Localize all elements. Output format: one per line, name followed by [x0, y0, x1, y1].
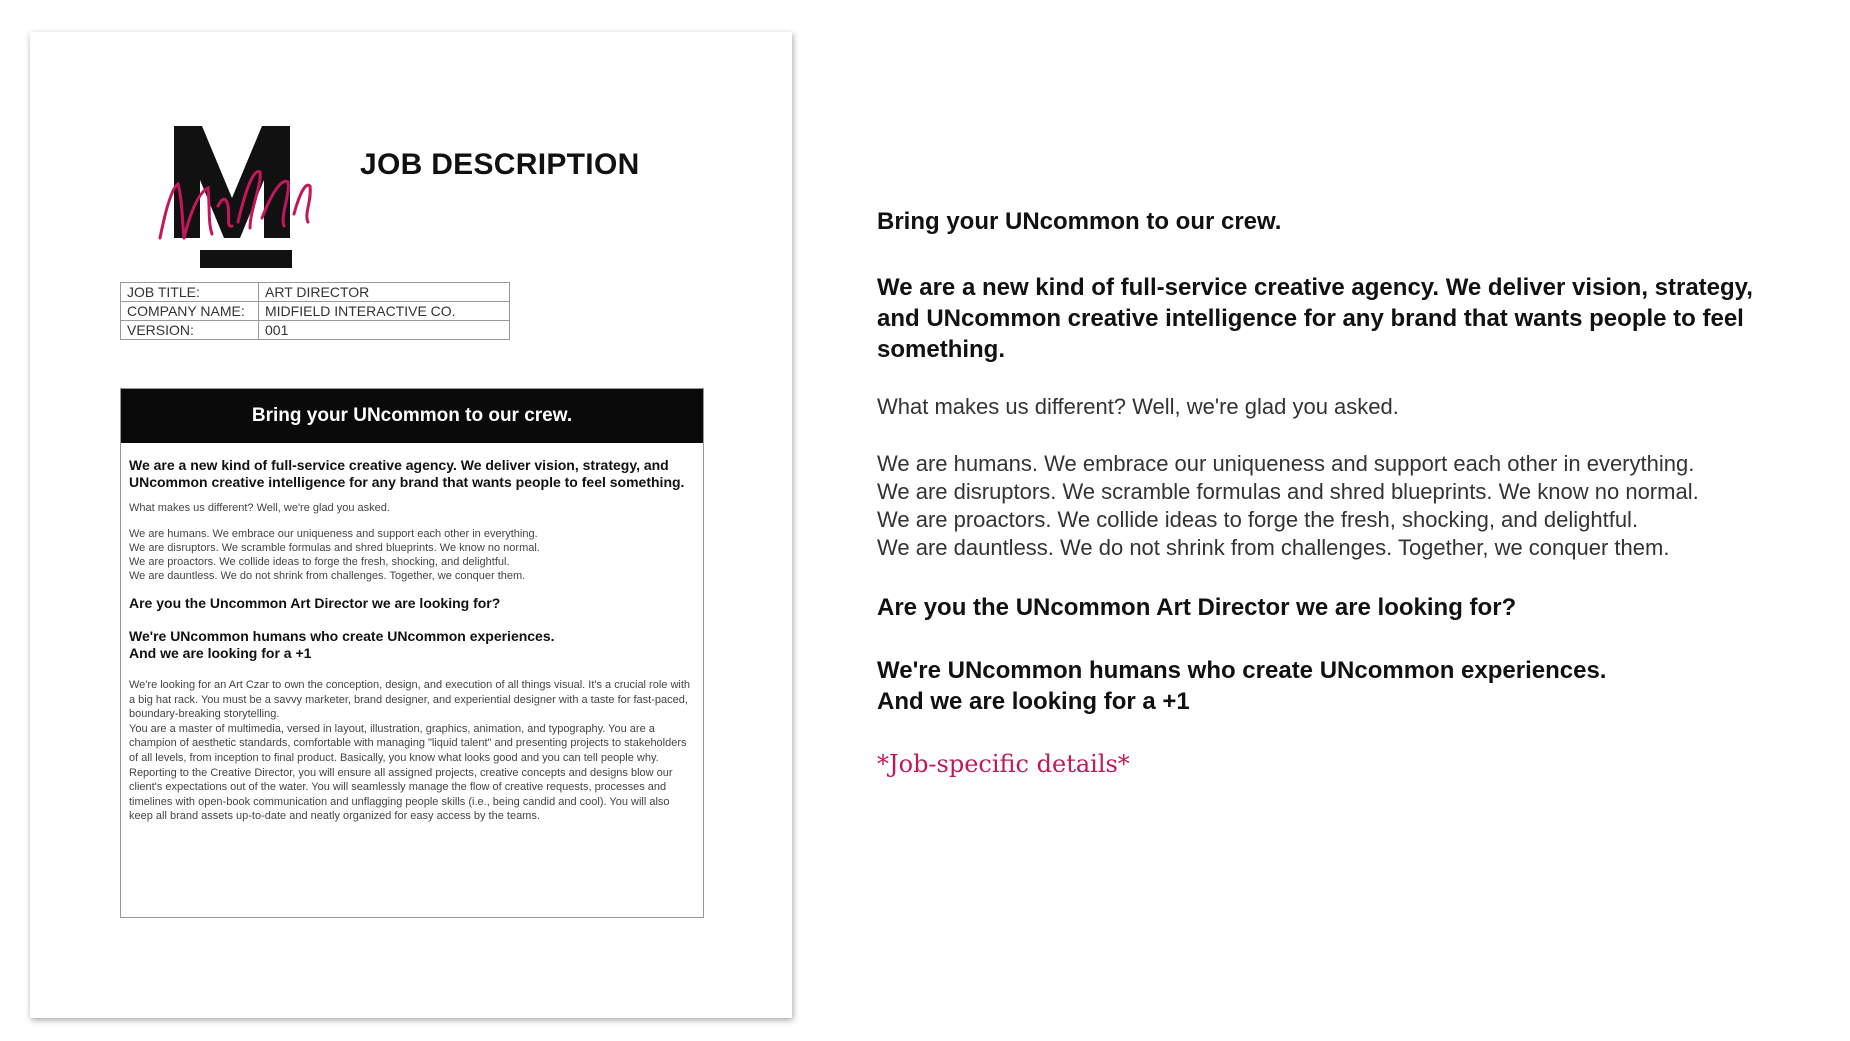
table-row: [121, 302, 510, 321]
list-item: We are proactors. We collide ideas to forge the fresh, shocking, and delightful.: [129, 556, 510, 568]
meta-value: MIDFIELD INTERACTIVE CO.: [259, 302, 510, 321]
right-question: Are you the UNcommon Art Director we are looking for?: [877, 594, 1517, 621]
right-intro: What makes us different? Well, we're glad you asked.: [877, 394, 1399, 419]
list-item: We are proactors. We collide ideas to forge the fresh, shocking, and delightful.: [877, 507, 1639, 532]
box-body: [121, 443, 703, 824]
list-item: We are dauntless. We do not shrink from challenges. Together, we conquer them.: [129, 570, 526, 582]
box-intro: [129, 501, 695, 515]
table-row: [121, 321, 510, 340]
box-paragraphs: [129, 678, 695, 824]
box-lead: We are a new kind of full-service creative agency. We deliver vision, strategy, and UNcommon creative intelligence for any brand that wants people to feel something.: [129, 457, 685, 490]
midfield-logo: [122, 88, 322, 278]
box-humans-line2: And we are looking for a +1: [129, 645, 312, 661]
box-humans-line1: We're UNcommon humans who create UNcommon experiences.: [129, 628, 555, 644]
right-traits: [877, 450, 1699, 562]
box-traits: [129, 527, 695, 583]
description-box: [120, 388, 704, 918]
list-item: We are dauntless. We do not shrink from challenges. Together, we conquer them.: [877, 535, 1670, 560]
right-humans-line1: We're UNcommon humans who create UNcommon experiences.: [877, 657, 1607, 684]
box-header: Bring your UNcommon to our crew.: [121, 389, 703, 443]
right-humans: [877, 655, 1606, 717]
paragraph: You are a master of multimedia, versed in layout, illustration, graphics, animation, and typography. You are a champion of aesthetic standards, comfortable with managing "liquid talent" and presenting projects to stakeholders of all levels, from inception to final product. Basically, you know what looks good and you can tell people why.: [129, 722, 687, 764]
midfield-logo-icon: [122, 88, 322, 278]
list-item: We are disruptors. We scramble formulas and shred blueprints. We know no normal.: [877, 479, 1699, 504]
right-title: Bring your UNcommon to our crew.: [877, 208, 1282, 235]
paragraph: We're looking for an Art Czar to own the conception, design, and execution of all things visual. It's a crucial role with a big hat rack. You must be a savvy marketer, brand designer, and experiential designer with a taste for fast-paced, boundary-breaking storytelling.: [129, 679, 691, 721]
meta-label: JOB TITLE:: [121, 283, 259, 302]
list-item: We are disruptors. We scramble formulas and shred blueprints. We know no normal.: [129, 542, 540, 554]
table-row: [121, 283, 510, 302]
right-lead: We are a new kind of full-service creative agency. We deliver vision, strategy, and UNcommon creative intelligence for any brand that wants people to feel something.: [877, 274, 1753, 363]
list-item: We are humans. We embrace our uniqueness and support each other in everything.: [129, 528, 538, 540]
box-intro-text: What makes us different? Well, we're glad you asked.: [129, 502, 390, 514]
meta-value: 001: [259, 321, 510, 340]
meta-label: COMPANY NAME:: [121, 302, 259, 321]
right-humans-line2: And we are looking for a +1: [877, 688, 1190, 715]
job-specific-details: *Job-specific details*: [877, 750, 1130, 778]
box-question: Are you the Uncommon Art Director we are looking for?: [129, 595, 501, 611]
job-description-page: [30, 32, 792, 1018]
paragraph: Reporting to the Creative Director, you will ensure all assigned projects, creative concepts and designs blow our client's expectations out of the water. You will seamlessly manage the flow of creative requests, processes and timelines with open-book communication and unflagging people skills (i.e., being candid and cool). You will also keep all brand assets up-to-date and neatly organized for easy access by the teams.: [129, 766, 673, 823]
box-humans: [129, 628, 695, 662]
document-heading: JOB DESCRIPTION: [360, 148, 640, 181]
list-item: We are humans. We embrace our uniqueness and support each other in everything.: [877, 451, 1695, 476]
meta-label: VERSION:: [121, 321, 259, 340]
job-meta-table: [120, 282, 510, 340]
meta-value: ART DIRECTOR: [259, 283, 510, 302]
